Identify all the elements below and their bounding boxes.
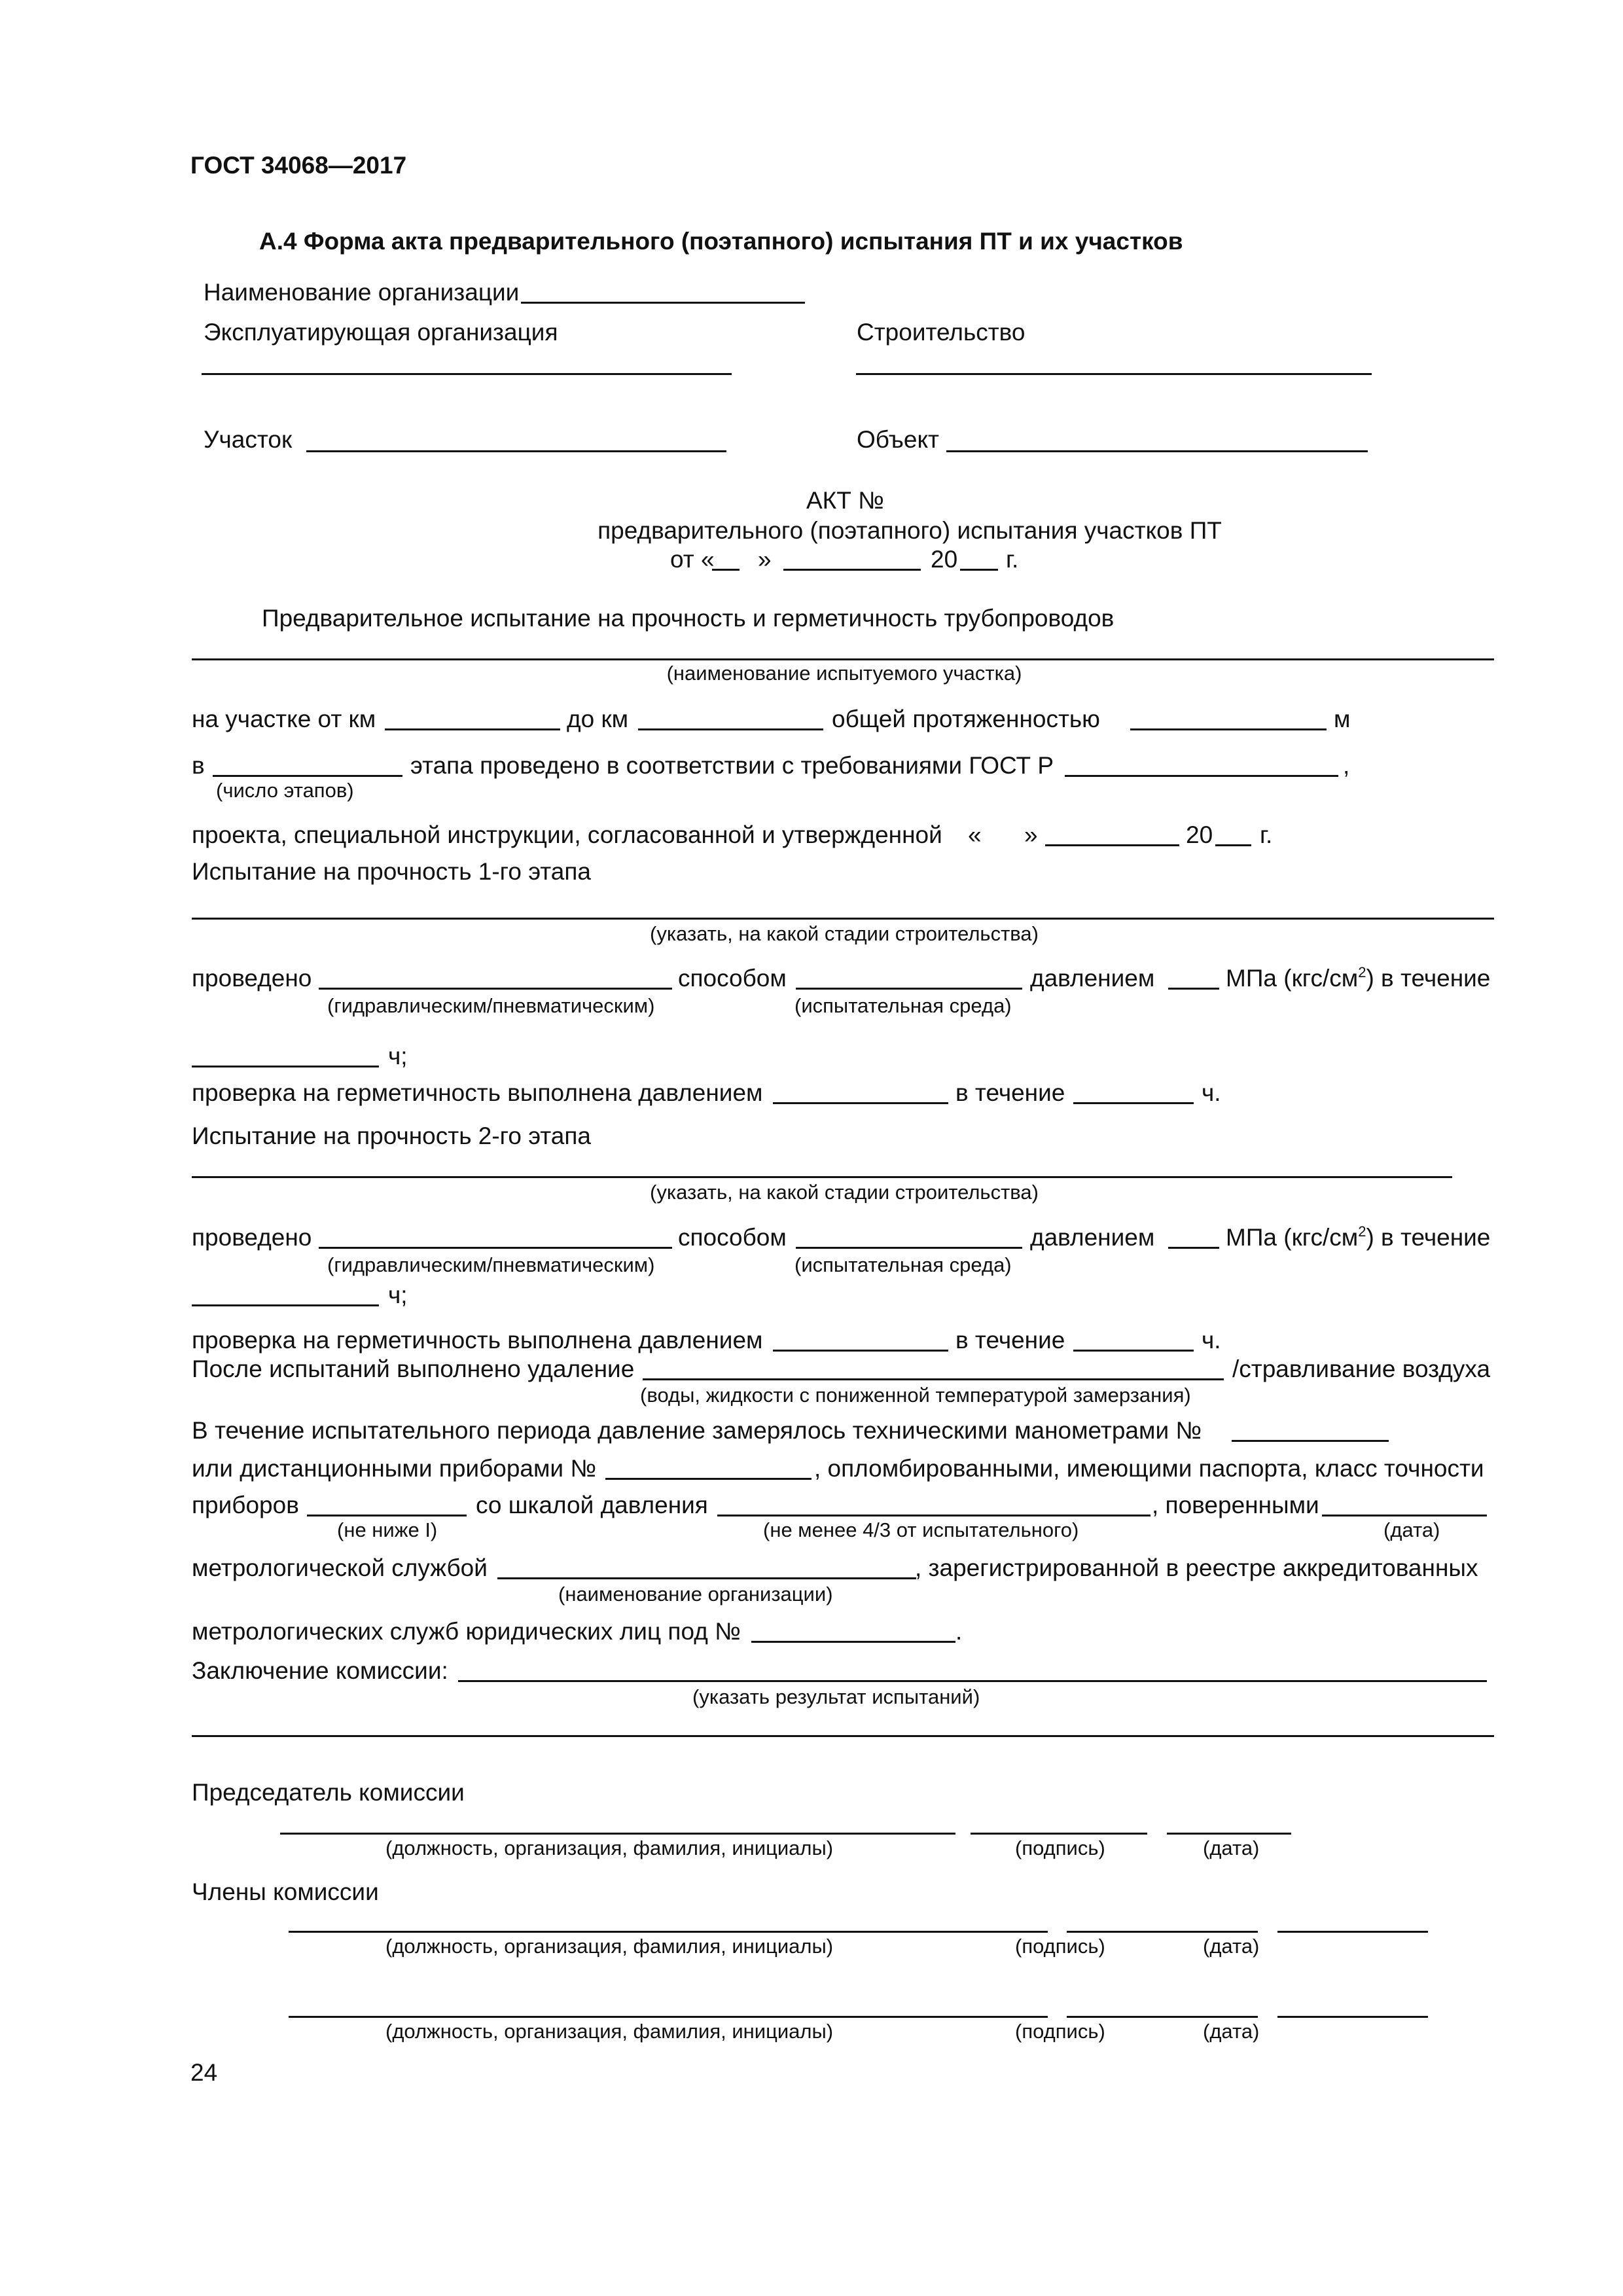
project-date-open: «: [968, 821, 982, 848]
stage1-hours-field[interactable]: [192, 1066, 379, 1067]
stage2-leak-pressure-field[interactable]: [773, 1350, 948, 1352]
stage1-mpa-unit: МПа $(кгс/см^2)$ в течение: [1226, 964, 1491, 992]
act-subtitle: предварительного (поэтапного) испытания участков ПТ: [597, 517, 1222, 544]
total-length-field[interactable]: [1130, 728, 1327, 730]
member2-signature-field[interactable]: [1067, 2016, 1258, 2018]
hint-not-less: (не менее 4/3 от испытательного): [763, 1518, 1079, 1541]
stage1-construction-field[interactable]: [192, 918, 1494, 920]
act-date-from: от «: [670, 546, 715, 573]
member2-position-field[interactable]: [289, 2016, 1048, 2018]
stage1-pressure-field[interactable]: [1168, 988, 1219, 990]
hint-position-member2: (должность, организация, фамилия, инициалы): [385, 2020, 834, 2043]
registered-text: , зарегистрированной в реестре аккредитованных: [915, 1554, 1478, 1581]
conclusion-label: Заключение комиссии:: [192, 1657, 448, 1684]
stage1-method-field[interactable]: [319, 988, 672, 990]
registry-number-field[interactable]: [751, 1641, 955, 1643]
stage2-construction-field[interactable]: [192, 1176, 1452, 1178]
project-year-prefix: 20: [1186, 821, 1213, 848]
pressure-measured-text: В течение испытательного периода давление замерялось техническими манометрами №: [192, 1417, 1202, 1444]
stage1-medium-field[interactable]: [796, 988, 1022, 990]
object-label: Объект: [857, 426, 939, 453]
hint-hydro-1: (гидравлическим/пневматическим): [327, 994, 655, 1017]
stage2-method-label: способом: [678, 1224, 787, 1251]
act-year-suffix: г.: [1006, 546, 1019, 573]
stage2-leak-hours-field[interactable]: [1073, 1350, 1194, 1352]
stage2-during-label: в течение: [955, 1327, 1065, 1354]
hint-signature-chairman: (подпись): [1015, 1837, 1105, 1859]
air-bleed-text: /стравливание воздуха: [1232, 1355, 1491, 1382]
removal-field[interactable]: [643, 1378, 1224, 1380]
comma: ,: [1343, 752, 1350, 779]
hint-verification-date: (дата): [1383, 1518, 1440, 1541]
act-year-prefix: 20: [931, 546, 958, 573]
hint-medium-1: (испытательная среда): [794, 994, 1012, 1017]
stage1-pressure-label: давлением: [1030, 965, 1155, 992]
act-month-field[interactable]: [783, 569, 921, 571]
conclusion-field-2[interactable]: [192, 1735, 1494, 1737]
in-label: в: [192, 752, 205, 779]
stage2-hours-unit: ч;: [388, 1282, 408, 1308]
stage2-conducted-label: проведено: [192, 1224, 312, 1251]
org-name-label: Наименование организации: [204, 279, 520, 306]
stage2-pressure-field[interactable]: [1168, 1247, 1219, 1249]
devices-label: приборов: [192, 1492, 299, 1518]
stage1-leak-hours-field[interactable]: [1073, 1102, 1194, 1104]
stage-count-field[interactable]: [213, 775, 402, 777]
stage2-hours-dot: ч.: [1202, 1327, 1221, 1354]
org-name-field[interactable]: [521, 302, 805, 304]
project-date-close: »: [1024, 821, 1038, 848]
act-year-field[interactable]: [960, 569, 998, 571]
hint-not-below: (не ниже I): [337, 1518, 438, 1541]
hint-construction-stage-2: (указать, на какой стадии строительства): [650, 1181, 1039, 1204]
hint-result: (указать результат испытаний): [692, 1685, 980, 1708]
act-title: АКТ №: [806, 487, 884, 514]
stage1-during-label: в течение: [955, 1079, 1065, 1106]
hint-position-chairman: (должность, организация, фамилия, инициалы): [385, 1837, 834, 1859]
to-km-field[interactable]: [638, 728, 823, 730]
metrology-org-field[interactable]: [497, 1577, 916, 1579]
chairman-date-field[interactable]: [1167, 1833, 1291, 1835]
sealed-text: , опломбированными, имеющими паспорта, класс точности: [814, 1455, 1484, 1482]
from-km-label: на участке от км: [192, 706, 376, 732]
registry-period: .: [955, 1618, 963, 1645]
members-label: Члены комиссии: [192, 1878, 379, 1905]
member1-signature-field[interactable]: [1067, 1931, 1258, 1933]
remote-device-number-field[interactable]: [605, 1478, 812, 1480]
hint-date-member1: (дата): [1203, 1935, 1260, 1958]
hint-signature-member1: (подпись): [1015, 1935, 1105, 1958]
project-year-suffix: г.: [1260, 821, 1273, 848]
stage1-hours-dot: ч.: [1202, 1079, 1221, 1106]
hint-water: (воды, жидкости с пониженной температурой замерзания): [640, 1384, 1191, 1407]
operating-org-field[interactable]: [202, 373, 732, 375]
stage2-method-field[interactable]: [319, 1247, 672, 1249]
chairman-signature-field[interactable]: [971, 1833, 1147, 1835]
verification-date-field[interactable]: [1322, 1515, 1487, 1516]
conclusion-field[interactable]: [458, 1680, 1487, 1682]
stage2-medium-field[interactable]: [796, 1247, 1022, 1249]
hint-stage-count: (число этапов): [216, 779, 354, 802]
stage1-hours-unit: ч;: [388, 1043, 408, 1069]
act-day-field[interactable]: [712, 569, 740, 571]
member1-position-field[interactable]: [289, 1931, 1048, 1933]
to-km-label: до км: [567, 706, 629, 732]
section-name-field[interactable]: [192, 658, 1494, 660]
metrology-service-label: метрологической службой: [192, 1554, 488, 1581]
accuracy-class-field[interactable]: [307, 1515, 467, 1516]
verified-label: , поверенными: [1152, 1492, 1319, 1518]
document-code: ГОСТ 34068—2017: [190, 152, 407, 179]
stage2-hours-field[interactable]: [192, 1304, 379, 1306]
section-title: А.4 Форма акта предварительного (поэтапного) испытания ПТ и их участков: [259, 228, 1183, 255]
stage-conducted-text: этапа проведено в соответствии с требованиями ГОСТ Р: [410, 752, 1054, 779]
hint-date-member2: (дата): [1203, 2020, 1260, 2043]
page-number: 24: [190, 2059, 218, 2086]
stage1-method-label: способом: [678, 965, 787, 992]
stage1-leak-check-text: проверка на герметичность выполнена давлением: [192, 1079, 763, 1106]
stage2-title: Испытание на прочность 2-го этапа: [192, 1122, 591, 1149]
section-field[interactable]: [306, 450, 726, 452]
hint-org-name: (наименование организации): [558, 1583, 833, 1605]
member1-date-field[interactable]: [1277, 1931, 1428, 1933]
intro-text: Предварительное испытание на прочность и герметичность трубопроводов: [262, 605, 1115, 632]
hint-date-chairman: (дата): [1203, 1837, 1260, 1859]
stage2-leak-check-text: проверка на герметичность выполнена давлением: [192, 1327, 763, 1354]
section-label: Участок: [204, 426, 293, 453]
member2-date-field[interactable]: [1277, 2016, 1428, 2018]
hint-medium-2: (испытательная среда): [794, 1253, 1012, 1276]
stage2-mpa-unit: МПа $(кгс/см^2)$ в течение: [1226, 1223, 1491, 1251]
gost-number-field[interactable]: [1065, 775, 1338, 777]
hint-hydro-2: (гидравлическим/пневматическим): [327, 1253, 655, 1276]
stage1-title: Испытание на прочность 1-го этапа: [192, 858, 591, 885]
manometer-number-field[interactable]: [1232, 1440, 1389, 1442]
construction-field[interactable]: [856, 373, 1372, 375]
total-length-label: общей протяженностью: [832, 706, 1100, 732]
remote-devices-text: или дистанционными приборами №: [192, 1455, 597, 1482]
object-field[interactable]: [946, 450, 1368, 452]
hint-signature-member2: (подпись): [1015, 2020, 1105, 2043]
after-tests-text: После испытаний выполнено удаление: [192, 1355, 635, 1382]
meters-unit: м: [1334, 706, 1351, 732]
from-km-field[interactable]: [385, 728, 560, 730]
stage1-conducted-label: проведено: [192, 965, 312, 992]
chairman-label: Председатель комиссии: [192, 1779, 465, 1806]
construction-label: Строительство: [857, 319, 1026, 346]
act-date-close: »: [758, 546, 772, 573]
hint-construction-stage-1: (указать, на какой стадии строительства): [650, 922, 1039, 945]
chairman-position-field[interactable]: [280, 1833, 955, 1835]
scale-label: со шкалой давления: [476, 1492, 708, 1518]
operating-org-label: Эксплуатирующая организация: [204, 319, 558, 346]
project-text: проекта, специальной инструкции, согласованной и утвержденной: [192, 821, 942, 848]
project-month-field[interactable]: [1045, 844, 1179, 846]
stage2-pressure-label: давлением: [1030, 1224, 1155, 1251]
metrology-legal-text: метрологических служб юридических лиц под №: [192, 1618, 741, 1645]
hint-section-name: (наименование испытуемого участка): [666, 662, 1022, 685]
project-year-field[interactable]: [1215, 844, 1251, 846]
stage1-leak-pressure-field[interactable]: [773, 1102, 948, 1104]
hint-position-member1: (должность, организация, фамилия, инициалы): [385, 1935, 834, 1958]
pressure-scale-field[interactable]: [717, 1515, 1150, 1516]
